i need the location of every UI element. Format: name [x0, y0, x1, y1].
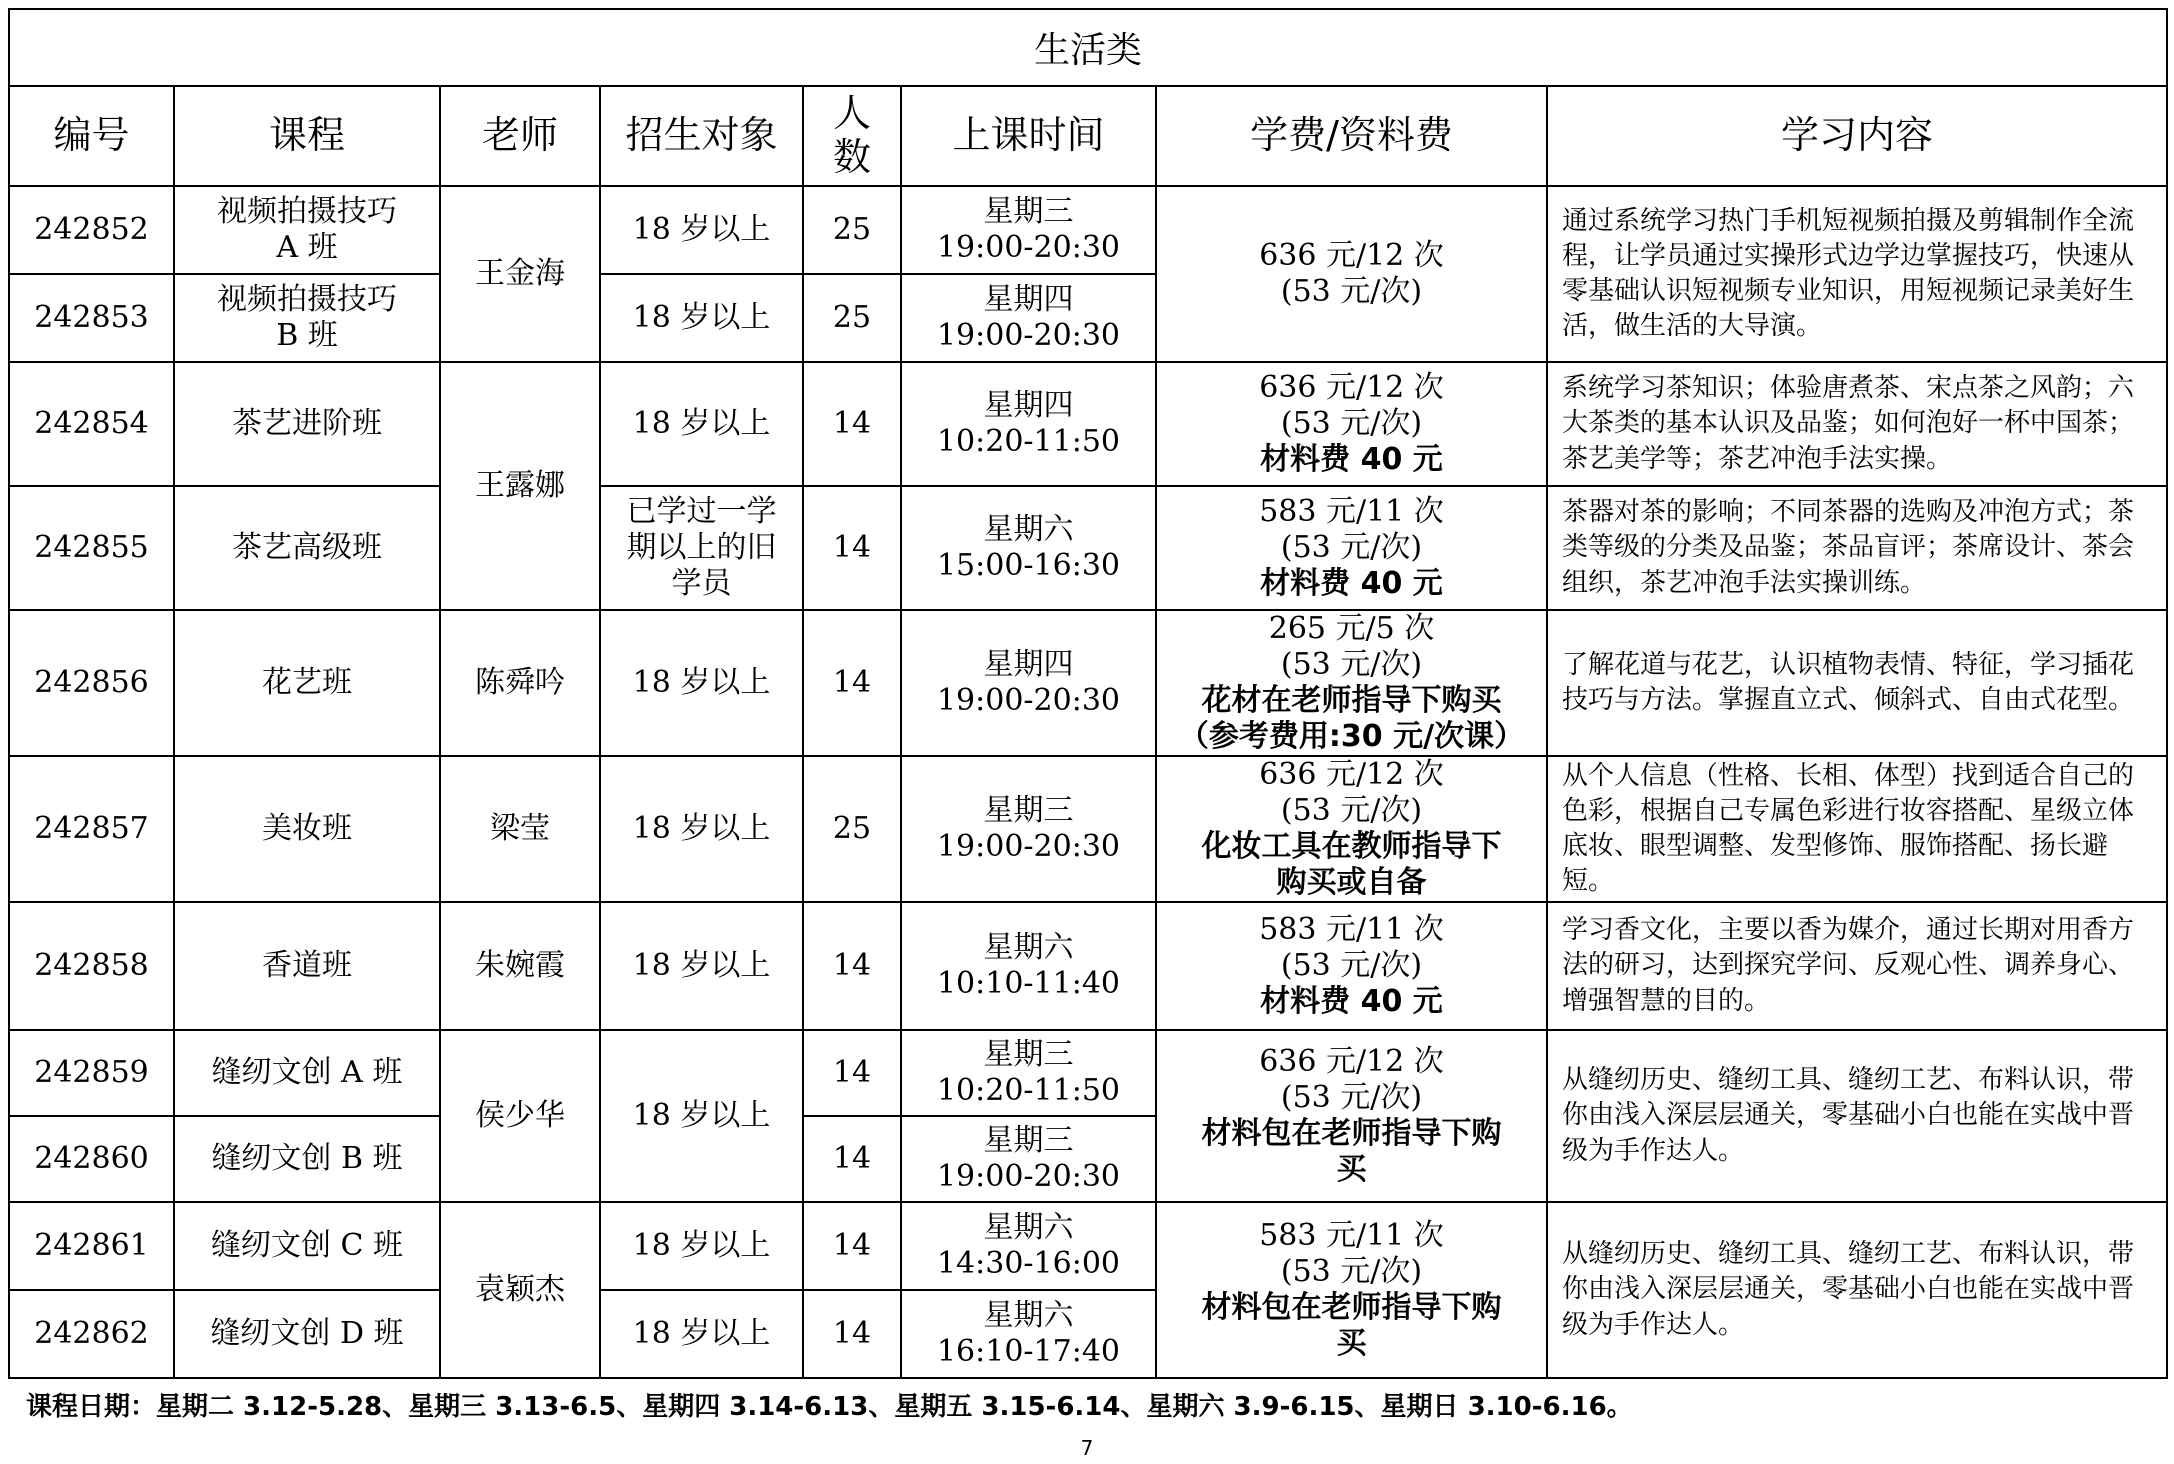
learning-content: 茶器对茶的影响；不同茶器的选购及冲泡方式；茶类等级的分类及品鉴；茶品盲评；茶席设计、茶会组织，茶艺冲泡手法实操训练。	[1547, 486, 2167, 610]
course-id: 242853	[9, 274, 174, 362]
course-name: 缝纫文创 B 班	[174, 1116, 440, 1202]
course-id: 242859	[9, 1030, 174, 1116]
target-group: 已学过一学 期以上的旧 学员	[600, 486, 803, 610]
enrollment-count: 25	[803, 274, 901, 362]
target-group: 18 岁以上	[600, 610, 803, 756]
course-id: 242858	[9, 902, 174, 1030]
course-name: 视频拍摄技巧 B 班	[174, 274, 440, 362]
learning-content: 从个人信息（性格、长相、体型）找到适合自己的色彩，根据自己专属色彩进行妆容搭配、星级立体底妆、眼型调整、发型修饰、服饰搭配、扬长避短。	[1547, 756, 2167, 902]
enrollment-count: 14	[803, 1116, 901, 1202]
course-id: 242854	[9, 362, 174, 486]
target-group: 18 岁以上	[600, 186, 803, 274]
table-row	[9, 362, 2167, 486]
table-row	[9, 1030, 2167, 1116]
learning-content: 系统学习茶知识；体验唐煮茶、宋点茶之风韵；六大茶类的基本认识及品鉴；如何泡好一杯中国茶；茶艺美学等；茶艺冲泡手法实操。	[1547, 362, 2167, 486]
enrollment-count: 14	[803, 610, 901, 756]
header-course: 课程	[174, 86, 440, 186]
header-target: 招生对象	[600, 86, 803, 186]
learning-content: 了解花道与花艺，认识植物表情、特征，学习插花技巧与方法。掌握直立式、倾斜式、自由式花型。	[1547, 610, 2167, 756]
header-fee: 学费/资料费	[1156, 86, 1547, 186]
course-id: 242852	[9, 186, 174, 274]
enrollment-count: 25	[803, 756, 901, 902]
course-name: 缝纫文创 C 班	[174, 1202, 440, 1290]
course-name: 香道班	[174, 902, 440, 1030]
course-id: 242855	[9, 486, 174, 610]
course-name: 茶艺高级班	[174, 486, 440, 610]
fee: 636 元/12 次 (53 元/次) 材料费 40 元	[1156, 362, 1547, 486]
target-group: 18 岁以上	[600, 1202, 803, 1290]
teacher-name: 朱婉霞	[440, 902, 600, 1030]
course-name: 缝纫文创 D 班	[174, 1290, 440, 1378]
fee: 636 元/12 次 (53 元/次)	[1156, 186, 1547, 362]
teacher-name: 王露娜	[440, 362, 600, 610]
enrollment-count: 14	[803, 1290, 901, 1378]
header-id: 编号	[9, 86, 174, 186]
fee: 636 元/12 次 (53 元/次) 化妆工具在教师指导下 购买或自备	[1156, 756, 1547, 902]
class-time: 星期六 10:10-11:40	[901, 902, 1156, 1030]
course-name: 美妆班	[174, 756, 440, 902]
table-row	[9, 186, 2167, 274]
enrollment-count: 14	[803, 1030, 901, 1116]
course-id: 242861	[9, 1202, 174, 1290]
class-time: 星期四 19:00-20:30	[901, 610, 1156, 756]
header-teacher: 老师	[440, 86, 600, 186]
class-time: 星期三 10:20-11:50	[901, 1030, 1156, 1116]
category-title: 生活类	[9, 9, 2167, 86]
page-number: 7	[1080, 1436, 1094, 1460]
table-row	[9, 1202, 2167, 1290]
course-name: 花艺班	[174, 610, 440, 756]
learning-content: 从缝纫历史、缝纫工具、缝纫工艺、布料认识，带你由浅入深层层通关，零基础小白也能在实战中晋级为手作达人。	[1547, 1202, 2167, 1378]
fee: 583 元/11 次 (53 元/次) 材料费 40 元	[1156, 486, 1547, 610]
learning-content: 从缝纫历史、缝纫工具、缝纫工艺、布料认识，带你由浅入深层层通关，零基础小白也能在实战中晋级为手作达人。	[1547, 1030, 2167, 1202]
header-content: 学习内容	[1547, 86, 2167, 186]
target-group: 18 岁以上	[600, 902, 803, 1030]
table-row	[9, 486, 2167, 610]
enrollment-count: 14	[803, 486, 901, 610]
enrollment-count: 14	[803, 362, 901, 486]
class-time: 星期六 15:00-16:30	[901, 486, 1156, 610]
target-group: 18 岁以上	[600, 1290, 803, 1378]
course-schedule-table	[8, 8, 2168, 1379]
class-time: 星期三 19:00-20:30	[901, 1116, 1156, 1202]
enrollment-count: 14	[803, 1202, 901, 1290]
fee: 583 元/11 次 (53 元/次) 材料包在老师指导下购 买	[1156, 1202, 1547, 1378]
teacher-name: 袁颖杰	[440, 1202, 600, 1378]
class-time: 星期四 19:00-20:30	[901, 274, 1156, 362]
teacher-name: 侯少华	[440, 1030, 600, 1202]
header-count: 人 数	[803, 86, 901, 186]
enrollment-count: 14	[803, 902, 901, 1030]
fee: 265 元/5 次 (53 元/次) 花材在老师指导下购买 （参考费用:30 元/次课）	[1156, 610, 1547, 756]
header-row	[9, 86, 2167, 186]
class-time: 星期六 14:30-16:00	[901, 1202, 1156, 1290]
learning-content: 学习香文化，主要以香为媒介，通过长期对用香方法的研习，达到探究学问、反观心性、调养身心、增强智慧的目的。	[1547, 902, 2167, 1030]
course-name: 茶艺进阶班	[174, 362, 440, 486]
class-time: 星期四 10:20-11:50	[901, 362, 1156, 486]
course-id: 242857	[9, 756, 174, 902]
teacher-name: 陈舜吟	[440, 610, 600, 756]
table-row	[9, 756, 2167, 902]
fee: 583 元/11 次 (53 元/次) 材料费 40 元	[1156, 902, 1547, 1030]
teacher-name: 王金海	[440, 186, 600, 362]
class-time: 星期三 19:00-20:30	[901, 186, 1156, 274]
fee: 636 元/12 次 (53 元/次) 材料包在老师指导下购 买	[1156, 1030, 1547, 1202]
course-dates-note: 课程日期：星期二 3.12-5.28、星期三 3.13-6.5、星期四 3.14-6.13、星期五 3.15-6.14、星期六 3.9-6.15、星期日 3.10-6.16。	[26, 1392, 1633, 1422]
class-time: 星期三 19:00-20:30	[901, 756, 1156, 902]
enrollment-count: 25	[803, 186, 901, 274]
course-name: 视频拍摄技巧 A 班	[174, 186, 440, 274]
table-row	[9, 610, 2167, 756]
header-time: 上课时间	[901, 86, 1156, 186]
course-id: 242862	[9, 1290, 174, 1378]
teacher-name: 梁莹	[440, 756, 600, 902]
target-group: 18 岁以上	[600, 1030, 803, 1202]
target-group: 18 岁以上	[600, 362, 803, 486]
table-row	[9, 902, 2167, 1030]
course-id: 242856	[9, 610, 174, 756]
target-group: 18 岁以上	[600, 756, 803, 902]
target-group: 18 岁以上	[600, 274, 803, 362]
learning-content: 通过系统学习热门手机短视频拍摄及剪辑制作全流程，让学员通过实操形式边学边掌握技巧，快速从零基础认识短视频专业知识，用短视频记录美好生活，做生活的大导演。	[1547, 186, 2167, 362]
course-id: 242860	[9, 1116, 174, 1202]
course-name: 缝纫文创 A 班	[174, 1030, 440, 1116]
class-time: 星期六 16:10-17:40	[901, 1290, 1156, 1378]
